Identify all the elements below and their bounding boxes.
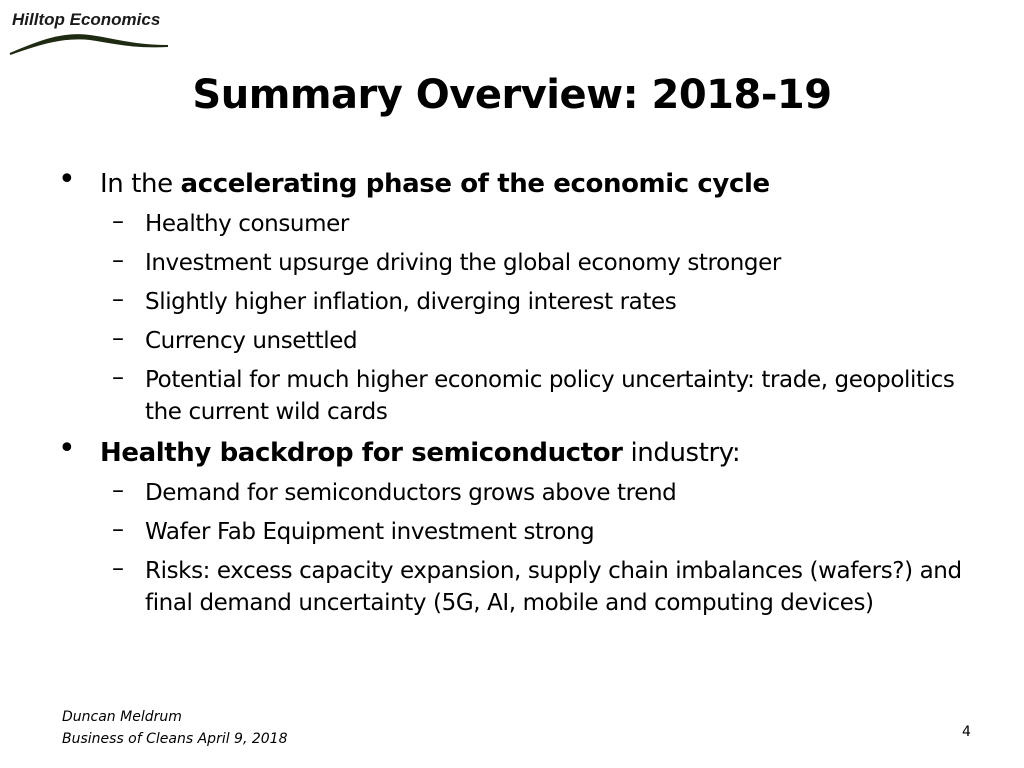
bullet-suffix: industry: — [622, 438, 741, 468]
sub-item-text: Demand for semiconductors grows above trend — [145, 480, 677, 506]
sub-item — [58, 286, 975, 318]
bullet-bold-text: accelerating phase of the economic cycle — [180, 169, 770, 199]
sub-item-text: Potential for much higher economic policy uncertainty: trade, geopolitics the current wild cards — [145, 367, 955, 425]
sub-item-text: Healthy consumer — [145, 211, 349, 237]
bullet-icon: • — [58, 431, 76, 466]
sub-item — [58, 364, 975, 428]
sub-item — [58, 477, 975, 509]
bullet-item — [58, 431, 988, 471]
dash-icon: – — [112, 363, 124, 391]
sub-item — [58, 208, 975, 240]
sub-item-text: Slightly higher inflation, diverging interest rates — [145, 289, 677, 315]
sub-item-text: Wafer Fab Equipment investment strong — [145, 519, 595, 545]
hill-swoosh-icon — [8, 30, 173, 58]
sub-item-text: Currency unsettled — [145, 328, 358, 354]
bullet-icon: • — [58, 162, 76, 197]
sub-item-text: Investment upsurge driving the global economy stronger — [145, 250, 781, 276]
footer-event: Business of Cleans April 9, 2018 — [62, 731, 288, 747]
sub-item — [58, 247, 975, 279]
slide-footer — [62, 706, 288, 750]
bullet-item — [58, 162, 988, 202]
sub-item — [58, 555, 975, 619]
dash-icon: – — [112, 207, 124, 235]
logo-text: Hilltop Economics — [12, 10, 161, 29]
hilltop-logo — [8, 10, 173, 60]
slide-title: Summary Overview: 2018-19 — [192, 72, 832, 118]
slide-content — [58, 162, 988, 626]
dash-icon: – — [112, 476, 124, 504]
bullet-bold-text: Healthy backdrop for semiconductor — [100, 438, 623, 468]
bullet-prefix: In the — [100, 169, 181, 199]
sub-item-text: Risks: excess capacity expansion, supply chain imbalances (wafers?) and final demand uncertainty (5G, AI, mobile and computing devices) — [145, 558, 962, 616]
dash-icon: – — [112, 515, 124, 543]
sub-item — [58, 516, 975, 548]
dash-icon: – — [112, 554, 124, 582]
dash-icon: – — [112, 324, 124, 352]
dash-icon: – — [112, 246, 124, 274]
dash-icon: – — [112, 285, 124, 313]
page-number: 4 — [962, 724, 971, 740]
sub-item — [58, 325, 975, 357]
footer-author: Duncan Meldrum — [62, 709, 182, 725]
